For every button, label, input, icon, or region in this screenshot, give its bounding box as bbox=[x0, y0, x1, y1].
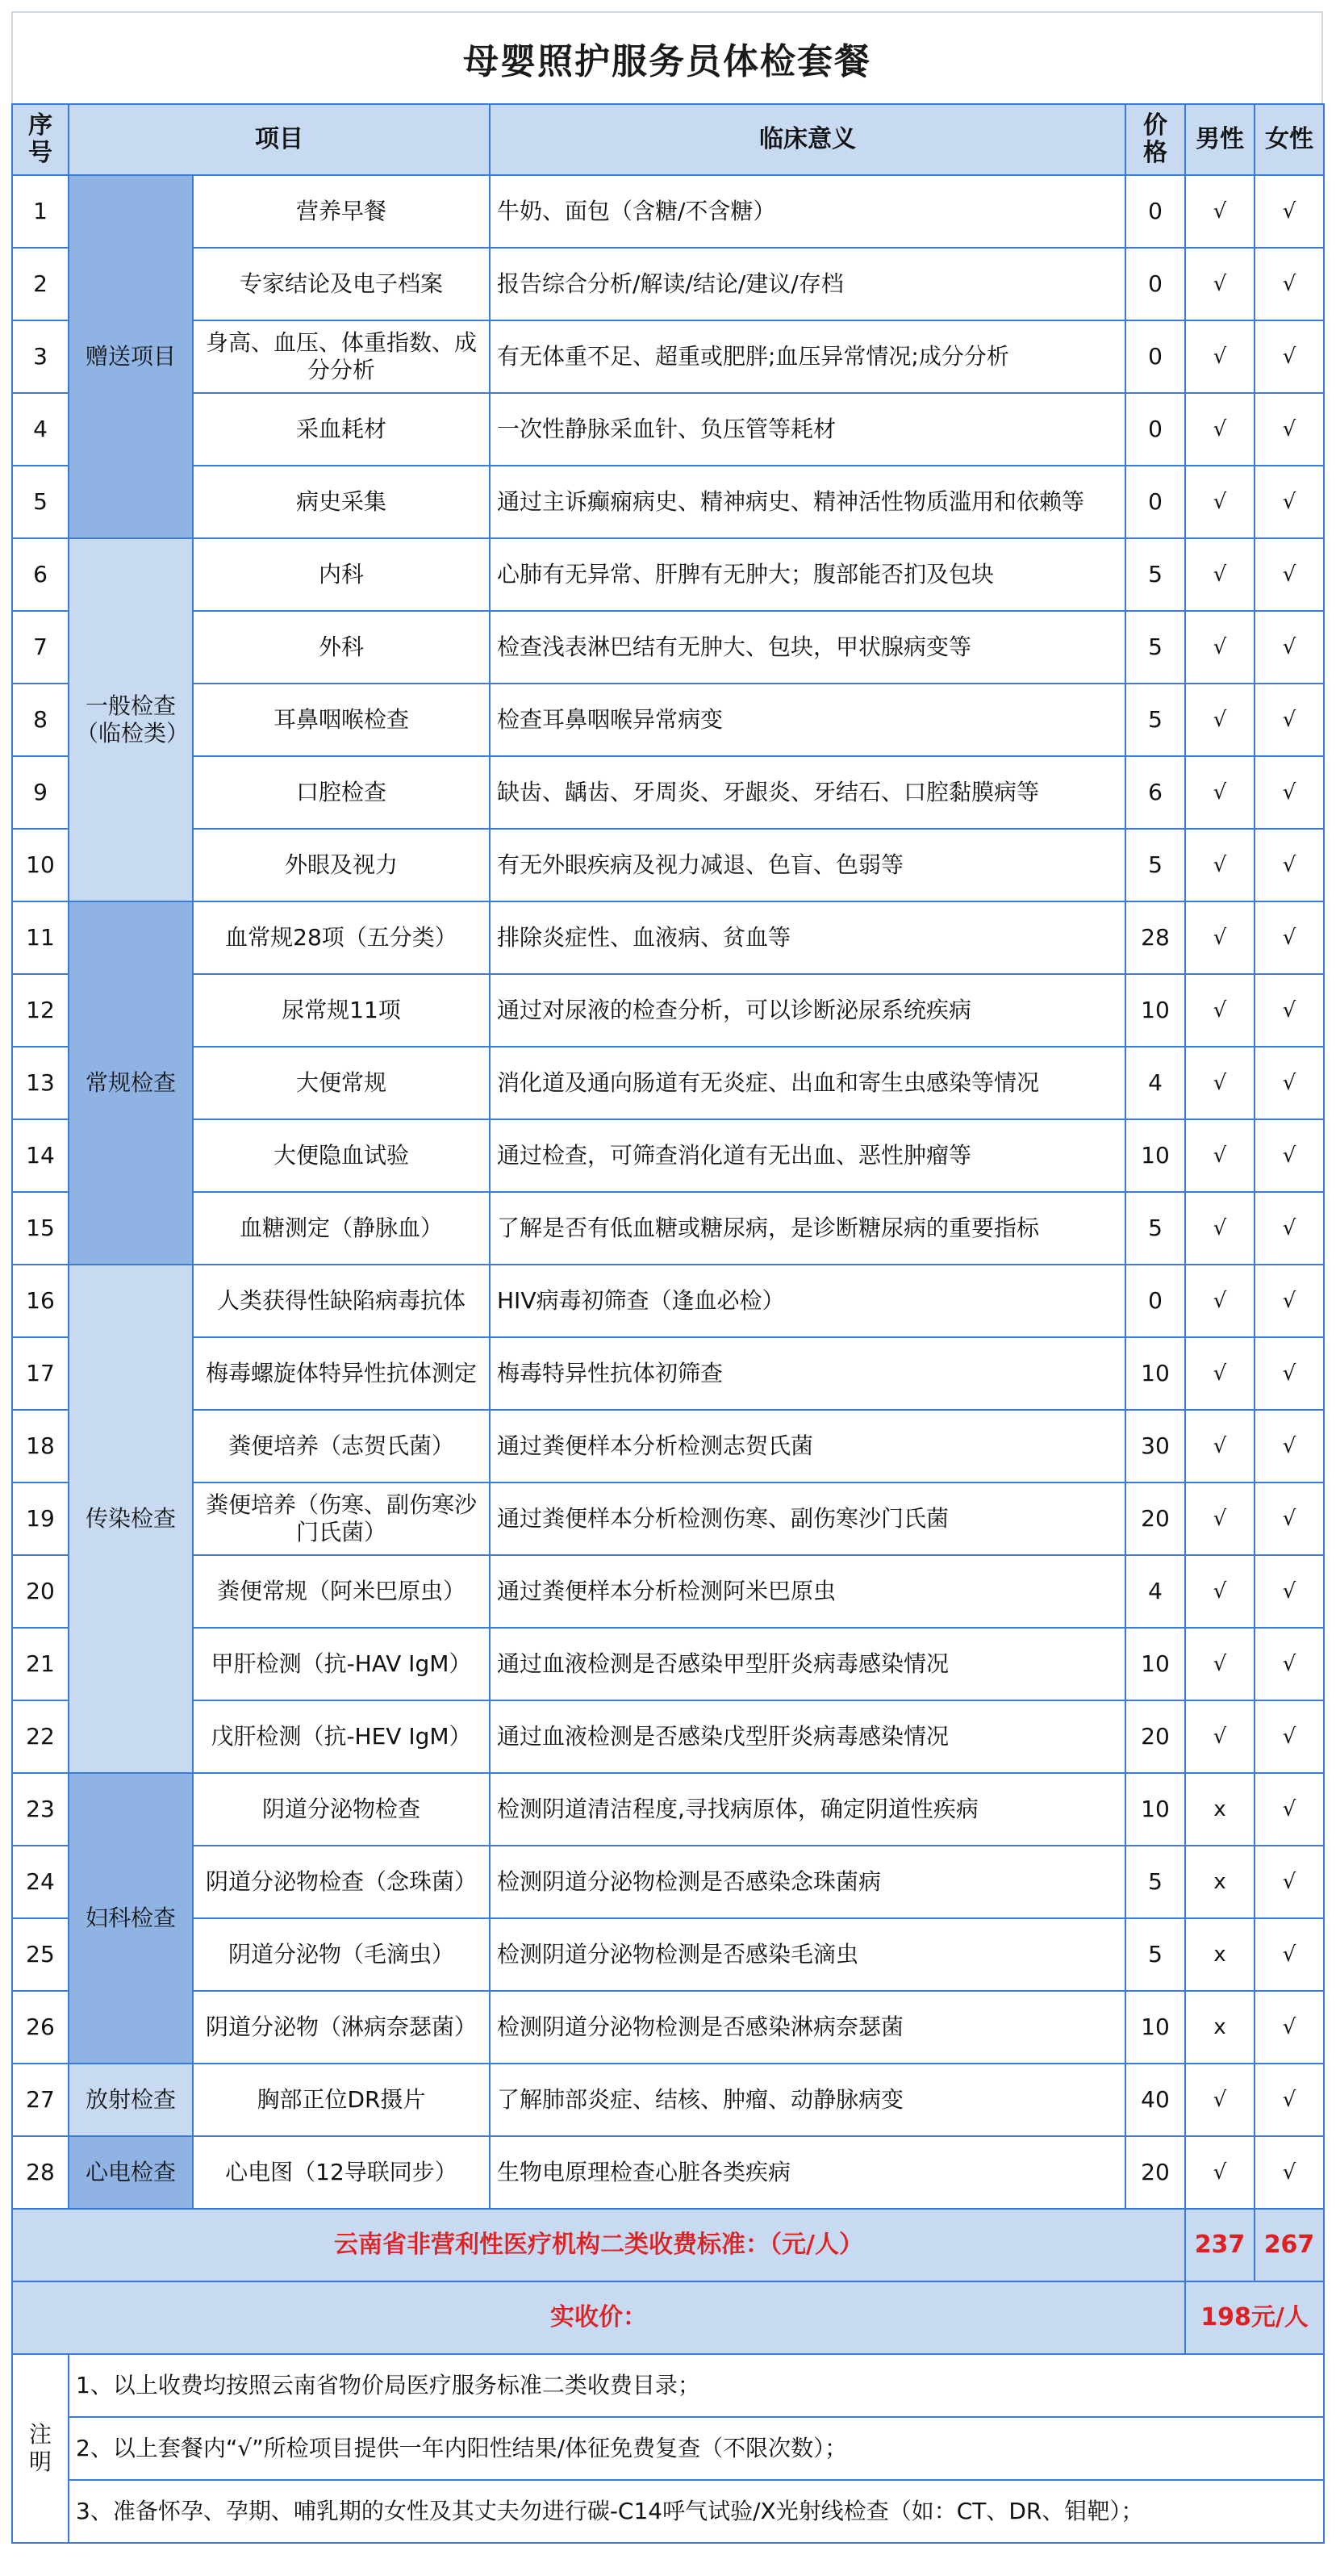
item-name: 血常规28项（五分类） bbox=[193, 901, 490, 974]
item-name: 专家结论及电子档案 bbox=[193, 248, 490, 320]
item-name: 外眼及视力 bbox=[193, 829, 490, 901]
notes-label: 注明 bbox=[12, 2354, 69, 2543]
table-row bbox=[12, 1410, 1324, 1482]
price-cell: 0 bbox=[1125, 393, 1185, 466]
item-name: 阴道分泌物检查 bbox=[193, 1773, 490, 1846]
page-title: 母婴照护服务员体检套餐 bbox=[11, 11, 1323, 103]
row-number: 17 bbox=[12, 1337, 69, 1410]
actual-price-label: 实收价： bbox=[12, 2281, 1185, 2354]
table-row bbox=[12, 1119, 1324, 1192]
table-row bbox=[12, 2136, 1324, 2209]
clinical-meaning: 有无体重不足、超重或肥胖;血压异常情况;成分分析 bbox=[490, 320, 1125, 393]
row-number: 13 bbox=[12, 1047, 69, 1119]
row-number: 10 bbox=[12, 829, 69, 901]
category-cell: 妇科检查 bbox=[69, 1773, 193, 2064]
male-mark: √ bbox=[1185, 393, 1255, 466]
price-cell: 30 bbox=[1125, 1410, 1185, 1482]
price-cell: 20 bbox=[1125, 1482, 1185, 1555]
standard-fee-row bbox=[12, 2209, 1324, 2281]
price-cell: 10 bbox=[1125, 1773, 1185, 1846]
note-item: 3、准备怀孕、孕期、哺乳期的女性及其丈夫勿进行碳-C14呼气试验/X光射线检查（如：CT、DR、钼靶）； bbox=[69, 2480, 1324, 2543]
male-mark: √ bbox=[1185, 1337, 1255, 1410]
item-name: 身高、血压、体重指数、成分分析 bbox=[193, 320, 490, 393]
price-cell: 0 bbox=[1125, 175, 1185, 248]
male-mark: √ bbox=[1185, 611, 1255, 684]
clinical-meaning: 牛奶、面包（含糖/不含糖） bbox=[490, 175, 1125, 248]
clinical-meaning: 检测阴道清洁程度,寻找病原体，确定阴道性疾病 bbox=[490, 1773, 1125, 1846]
row-number: 6 bbox=[12, 538, 69, 611]
item-name: 大便隐血试验 bbox=[193, 1119, 490, 1192]
clinical-meaning: 有无外眼疾病及视力减退、色盲、色弱等 bbox=[490, 829, 1125, 901]
item-name: 内科 bbox=[193, 538, 490, 611]
female-mark: √ bbox=[1255, 320, 1324, 393]
actual-price-row bbox=[12, 2281, 1324, 2354]
item-name: 粪便培养（志贺氏菌） bbox=[193, 1410, 490, 1482]
male-mark: √ bbox=[1185, 538, 1255, 611]
price-cell: 10 bbox=[1125, 1119, 1185, 1192]
male-mark: √ bbox=[1185, 1119, 1255, 1192]
table-row bbox=[12, 1192, 1324, 1265]
header-female: 女性 bbox=[1255, 104, 1324, 175]
standard-fee-label: 云南省非营利性医疗机构二类收费标准：（元/人） bbox=[12, 2209, 1185, 2281]
item-name: 耳鼻咽喉检查 bbox=[193, 684, 490, 756]
male-mark: √ bbox=[1185, 466, 1255, 538]
male-mark: √ bbox=[1185, 756, 1255, 829]
clinical-meaning: 通过血液检测是否感染甲型肝炎病毒感染情况 bbox=[490, 1628, 1125, 1700]
male-mark: √ bbox=[1185, 1265, 1255, 1337]
clinical-meaning: HIV病毒初筛查（逢血必检） bbox=[490, 1265, 1125, 1337]
item-name: 心电图（12导联同步） bbox=[193, 2136, 490, 2209]
price-cell: 6 bbox=[1125, 756, 1185, 829]
table-row bbox=[12, 829, 1324, 901]
clinical-meaning: 心肺有无异常、肝脾有无肿大；腹部能否扪及包块 bbox=[490, 538, 1125, 611]
item-name: 人类获得性缺陷病毒抗体 bbox=[193, 1265, 490, 1337]
female-mark: √ bbox=[1255, 393, 1324, 466]
clinical-meaning: 梅毒特异性抗体初筛查 bbox=[490, 1337, 1125, 1410]
clinical-meaning: 通过粪便样本分析检测伤寒、副伤寒沙门氏菌 bbox=[490, 1482, 1125, 1555]
table-row bbox=[12, 393, 1324, 466]
table-row bbox=[12, 1047, 1324, 1119]
clinical-meaning: 生物电原理检查心脏各类疾病 bbox=[490, 2136, 1125, 2209]
clinical-meaning: 检测阴道分泌物检测是否感染淋病奈瑟菌 bbox=[490, 1991, 1125, 2064]
male-mark: √ bbox=[1185, 2064, 1255, 2136]
clinical-meaning: 通过检查，可筛查消化道有无出血、恶性肿瘤等 bbox=[490, 1119, 1125, 1192]
row-number: 26 bbox=[12, 1991, 69, 2064]
female-mark: √ bbox=[1255, 1700, 1324, 1773]
row-number: 5 bbox=[12, 466, 69, 538]
male-mark: √ bbox=[1185, 248, 1255, 320]
price-cell: 10 bbox=[1125, 1337, 1185, 1410]
female-mark: √ bbox=[1255, 1047, 1324, 1119]
item-name: 采血耗材 bbox=[193, 393, 490, 466]
item-name: 阴道分泌物（淋病奈瑟菌） bbox=[193, 1991, 490, 2064]
price-cell: 40 bbox=[1125, 2064, 1185, 2136]
male-mark: √ bbox=[1185, 1628, 1255, 1700]
category-cell: 心电检查 bbox=[69, 2136, 193, 2209]
row-number: 7 bbox=[12, 611, 69, 684]
clinical-meaning: 报告综合分析/解读/结论/建议/存档 bbox=[490, 248, 1125, 320]
clinical-meaning: 检测阴道分泌物检测是否感染毛滴虫 bbox=[490, 1918, 1125, 1991]
price-cell: 20 bbox=[1125, 1700, 1185, 1773]
clinical-meaning: 排除炎症性、血液病、贫血等 bbox=[490, 901, 1125, 974]
female-mark: √ bbox=[1255, 1918, 1324, 1991]
female-mark: √ bbox=[1255, 1846, 1324, 1918]
item-name: 梅毒螺旋体特异性抗体测定 bbox=[193, 1337, 490, 1410]
note-row bbox=[12, 2480, 1324, 2543]
item-name: 戊肝检测（抗-HEV IgM） bbox=[193, 1700, 490, 1773]
clinical-meaning: 检测阴道分泌物检测是否感染念珠菌病 bbox=[490, 1846, 1125, 1918]
row-number: 1 bbox=[12, 175, 69, 248]
row-number: 25 bbox=[12, 1918, 69, 1991]
female-mark: √ bbox=[1255, 248, 1324, 320]
header-no: 序号 bbox=[12, 104, 69, 175]
female-mark: √ bbox=[1255, 466, 1324, 538]
item-name: 阴道分泌物（毛滴虫） bbox=[193, 1918, 490, 1991]
item-name: 病史采集 bbox=[193, 466, 490, 538]
male-mark: x bbox=[1185, 1918, 1255, 1991]
checkup-table bbox=[11, 103, 1325, 2544]
category-cell: 常规检查 bbox=[69, 901, 193, 1265]
actual-price-value: 198元/人 bbox=[1185, 2281, 1324, 2354]
table-row bbox=[12, 756, 1324, 829]
clinical-meaning: 消化道及通向肠道有无炎症、出血和寄生虫感染等情况 bbox=[490, 1047, 1125, 1119]
row-number: 3 bbox=[12, 320, 69, 393]
table-row bbox=[12, 974, 1324, 1047]
row-number: 11 bbox=[12, 901, 69, 974]
table-row bbox=[12, 320, 1324, 393]
male-mark: √ bbox=[1185, 829, 1255, 901]
table-body bbox=[12, 175, 1324, 2209]
price-cell: 0 bbox=[1125, 248, 1185, 320]
item-name: 营养早餐 bbox=[193, 175, 490, 248]
item-name: 甲肝检测（抗-HAV IgM） bbox=[193, 1628, 490, 1700]
price-cell: 0 bbox=[1125, 320, 1185, 393]
male-mark: √ bbox=[1185, 1047, 1255, 1119]
price-cell: 20 bbox=[1125, 2136, 1185, 2209]
note-item: 2、以上套餐内“√”所检项目提供一年内阳性结果/体征免费复查（不限次数）； bbox=[69, 2417, 1324, 2480]
price-cell: 4 bbox=[1125, 1047, 1185, 1119]
clinical-meaning: 通过主诉癫痫病史、精神病史、精神活性物质滥用和依赖等 bbox=[490, 466, 1125, 538]
price-sheet bbox=[11, 11, 1323, 2544]
table-row bbox=[12, 466, 1324, 538]
table-row bbox=[12, 1337, 1324, 1410]
item-name: 阴道分泌物检查（念珠菌） bbox=[193, 1846, 490, 1918]
female-mark: √ bbox=[1255, 829, 1324, 901]
header-item: 项目 bbox=[69, 104, 490, 175]
item-name: 血糖测定（静脉血） bbox=[193, 1192, 490, 1265]
table-row bbox=[12, 1555, 1324, 1628]
table-row bbox=[12, 1265, 1324, 1337]
price-cell: 5 bbox=[1125, 1192, 1185, 1265]
price-cell: 0 bbox=[1125, 1265, 1185, 1337]
row-number: 24 bbox=[12, 1846, 69, 1918]
standard-fee-male: 237 bbox=[1185, 2209, 1255, 2281]
item-name: 粪便培养（伤寒、副伤寒沙门氏菌） bbox=[193, 1482, 490, 1555]
clinical-meaning: 了解肺部炎症、结核、肿瘤、动静脉病变 bbox=[490, 2064, 1125, 2136]
clinical-meaning: 通过对尿液的检查分析，可以诊断泌尿系统疾病 bbox=[490, 974, 1125, 1047]
male-mark: √ bbox=[1185, 1555, 1255, 1628]
female-mark: √ bbox=[1255, 1119, 1324, 1192]
row-number: 21 bbox=[12, 1628, 69, 1700]
female-mark: √ bbox=[1255, 1410, 1324, 1482]
row-number: 23 bbox=[12, 1773, 69, 1846]
male-mark: √ bbox=[1185, 901, 1255, 974]
clinical-meaning: 了解是否有低血糖或糖尿病，是诊断糖尿病的重要指标 bbox=[490, 1192, 1125, 1265]
female-mark: √ bbox=[1255, 756, 1324, 829]
row-number: 28 bbox=[12, 2136, 69, 2209]
female-mark: √ bbox=[1255, 611, 1324, 684]
table-row bbox=[12, 248, 1324, 320]
table-row bbox=[12, 538, 1324, 611]
female-mark: √ bbox=[1255, 901, 1324, 974]
male-mark: √ bbox=[1185, 1192, 1255, 1265]
row-number: 8 bbox=[12, 684, 69, 756]
price-cell: 10 bbox=[1125, 974, 1185, 1047]
header-price: 价格 bbox=[1125, 104, 1185, 175]
male-mark: √ bbox=[1185, 684, 1255, 756]
male-mark: √ bbox=[1185, 175, 1255, 248]
clinical-meaning: 通过粪便样本分析检测阿米巴原虫 bbox=[490, 1555, 1125, 1628]
female-mark: √ bbox=[1255, 538, 1324, 611]
male-mark: x bbox=[1185, 1846, 1255, 1918]
price-cell: 5 bbox=[1125, 829, 1185, 901]
note-row bbox=[12, 2354, 1324, 2417]
clinical-meaning: 检查浅表淋巴结有无肿大、包块，甲状腺病变等 bbox=[490, 611, 1125, 684]
price-cell: 5 bbox=[1125, 538, 1185, 611]
female-mark: √ bbox=[1255, 684, 1324, 756]
row-number: 9 bbox=[12, 756, 69, 829]
row-number: 15 bbox=[12, 1192, 69, 1265]
table-row bbox=[12, 1628, 1324, 1700]
female-mark: √ bbox=[1255, 974, 1324, 1047]
category-cell: 一般检查（临检类） bbox=[69, 538, 193, 901]
item-name: 口腔检查 bbox=[193, 756, 490, 829]
price-cell: 0 bbox=[1125, 466, 1185, 538]
header-row bbox=[12, 104, 1324, 175]
table-row bbox=[12, 684, 1324, 756]
female-mark: √ bbox=[1255, 1265, 1324, 1337]
male-mark: √ bbox=[1185, 1482, 1255, 1555]
female-mark: √ bbox=[1255, 1192, 1324, 1265]
price-cell: 5 bbox=[1125, 684, 1185, 756]
row-number: 12 bbox=[12, 974, 69, 1047]
table-row bbox=[12, 1482, 1324, 1555]
price-cell: 10 bbox=[1125, 1991, 1185, 2064]
table-row bbox=[12, 175, 1324, 248]
clinical-meaning: 缺齿、龋齿、牙周炎、牙龈炎、牙结石、口腔黏膜病等 bbox=[490, 756, 1125, 829]
note-item: 1、以上收费均按照云南省物价局医疗服务标准二类收费目录； bbox=[69, 2354, 1324, 2417]
category-cell: 赠送项目 bbox=[69, 175, 193, 538]
price-cell: 5 bbox=[1125, 611, 1185, 684]
price-cell: 5 bbox=[1125, 1918, 1185, 1991]
male-mark: √ bbox=[1185, 2136, 1255, 2209]
male-mark: √ bbox=[1185, 320, 1255, 393]
standard-fee-female: 267 bbox=[1255, 2209, 1324, 2281]
item-name: 尿常规11项 bbox=[193, 974, 490, 1047]
female-mark: √ bbox=[1255, 2064, 1324, 2136]
clinical-meaning: 检查耳鼻咽喉异常病变 bbox=[490, 684, 1125, 756]
male-mark: √ bbox=[1185, 974, 1255, 1047]
item-name: 外科 bbox=[193, 611, 490, 684]
row-number: 14 bbox=[12, 1119, 69, 1192]
category-cell: 放射检查 bbox=[69, 2064, 193, 2136]
female-mark: √ bbox=[1255, 2136, 1324, 2209]
clinical-meaning: 一次性静脉采血针、负压管等耗材 bbox=[490, 393, 1125, 466]
male-mark: √ bbox=[1185, 1410, 1255, 1482]
item-name: 大便常规 bbox=[193, 1047, 490, 1119]
price-cell: 28 bbox=[1125, 901, 1185, 974]
male-mark: x bbox=[1185, 1773, 1255, 1846]
table-row bbox=[12, 1846, 1324, 1918]
female-mark: √ bbox=[1255, 1628, 1324, 1700]
row-number: 27 bbox=[12, 2064, 69, 2136]
note-row bbox=[12, 2417, 1324, 2480]
header-male: 男性 bbox=[1185, 104, 1255, 175]
table-footer bbox=[12, 2209, 1324, 2543]
category-cell: 传染检查 bbox=[69, 1265, 193, 1773]
table-row bbox=[12, 2064, 1324, 2136]
row-number: 2 bbox=[12, 248, 69, 320]
item-name: 粪便常规（阿米巴原虫） bbox=[193, 1555, 490, 1628]
female-mark: √ bbox=[1255, 1337, 1324, 1410]
male-mark: √ bbox=[1185, 1700, 1255, 1773]
table-row bbox=[12, 1991, 1324, 2064]
table-row bbox=[12, 1773, 1324, 1846]
row-number: 22 bbox=[12, 1700, 69, 1773]
price-cell: 5 bbox=[1125, 1846, 1185, 1918]
item-name: 胸部正位DR摄片 bbox=[193, 2064, 490, 2136]
female-mark: √ bbox=[1255, 1773, 1324, 1846]
table-row bbox=[12, 611, 1324, 684]
row-number: 18 bbox=[12, 1410, 69, 1482]
male-mark: x bbox=[1185, 1991, 1255, 2064]
price-cell: 4 bbox=[1125, 1555, 1185, 1628]
table-row bbox=[12, 1918, 1324, 1991]
female-mark: √ bbox=[1255, 175, 1324, 248]
price-cell: 10 bbox=[1125, 1628, 1185, 1700]
clinical-meaning: 通过血液检测是否感染戊型肝炎病毒感染情况 bbox=[490, 1700, 1125, 1773]
clinical-meaning: 通过粪便样本分析检测志贺氏菌 bbox=[490, 1410, 1125, 1482]
row-number: 19 bbox=[12, 1482, 69, 1555]
header-meaning: 临床意义 bbox=[490, 104, 1125, 175]
female-mark: √ bbox=[1255, 1555, 1324, 1628]
row-number: 20 bbox=[12, 1555, 69, 1628]
female-mark: √ bbox=[1255, 1482, 1324, 1555]
female-mark: √ bbox=[1255, 1991, 1324, 2064]
table-row bbox=[12, 1700, 1324, 1773]
table-row bbox=[12, 901, 1324, 974]
row-number: 4 bbox=[12, 393, 69, 466]
row-number: 16 bbox=[12, 1265, 69, 1337]
